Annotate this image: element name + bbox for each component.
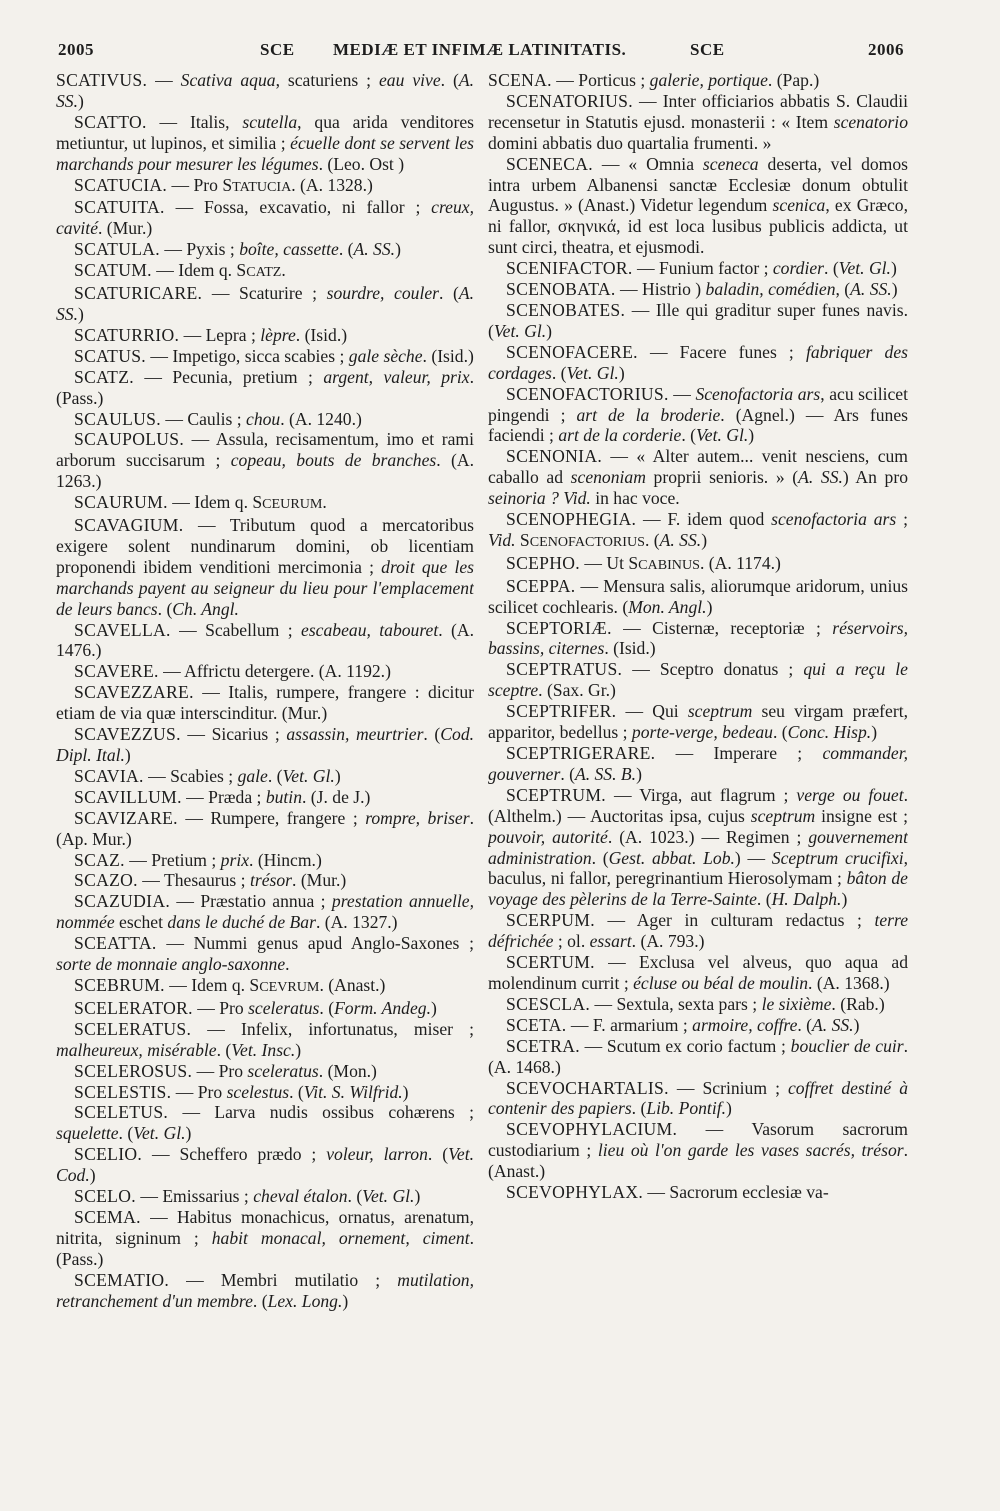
entry-headword: SCATUS. — [74, 345, 147, 366]
entry-definition: — Pro scelestus. (Vit. S. Wilfrid.) — [171, 1081, 409, 1102]
entry-headword: SCAVAGIUM. — [74, 515, 184, 536]
entry-definition: — Scrinium ; coffret destiné à contenir des papiers. (Lib. Pontif.) — [488, 1077, 908, 1119]
entry-definition: — Emissarius ; cheval étalon. (Vet. Gl.) — [135, 1186, 421, 1207]
dictionary-entry — [488, 553, 908, 576]
entry-headword: SCAUPOLUS. — [74, 429, 185, 450]
entry-headword: SCATTO. — [74, 111, 147, 132]
entry-headword: SCAZUDIA. — [74, 891, 171, 912]
entry-definition: — Scabellum ; escabeau, tabouret. (A. 1476.) — [56, 619, 474, 661]
dictionary-entry — [56, 850, 474, 871]
entry-headword: SCAVEZZARE. — [74, 682, 194, 703]
entry-headword: SCAVELLA. — [74, 619, 171, 640]
entry-headword: SCETA. — [506, 1014, 567, 1035]
entry-definition: — Scativa aqua, scaturiens ; eau vive. (A. SS.) — [56, 70, 474, 111]
right-column — [488, 70, 908, 1500]
entry-definition: — Sceptro donatus ; qui a reçu le sceptre. (Sax. Gr.) — [488, 659, 908, 701]
entry-definition: — Cisternæ, receptoriæ ; réservoirs, bassins, citernes. (Isid.) — [488, 617, 908, 659]
dictionary-entry — [56, 787, 474, 808]
entry-definition: — Scheffero prædo ; voleur, larron. (Vet. Cod.) — [56, 1144, 474, 1186]
dictionary-entry — [488, 1015, 908, 1036]
dictionary-entry — [56, 239, 474, 260]
entry-headword: SCELERATOR. — [74, 997, 193, 1018]
dictionary-entry — [56, 492, 474, 515]
dictionary-entry — [488, 1182, 908, 1203]
dictionary-entry — [488, 446, 908, 509]
entry-headword: SCATURRIO. — [74, 324, 180, 345]
dictionary-entry — [488, 994, 908, 1015]
dictionary-entry — [56, 1082, 474, 1103]
dictionary-entry — [56, 1019, 474, 1061]
entry-definition: — Assula, recisamentum, imo et rami arborum succisarum ; copeau, bouts de branches. (A. 1263.) — [56, 429, 474, 492]
left-running-head: SCE — [260, 40, 295, 59]
entry-headword: SCENOFACERE. — [506, 341, 638, 362]
entry-definition: — Pro sceleratus. (Form. Andeg.) — [192, 997, 437, 1018]
dictionary-entry — [488, 952, 908, 994]
entry-definition: — Scaturire ; sourdre, couler. (A. SS.) — [56, 283, 474, 324]
entry-definition: — Thesaurus ; trésor. (Mur.) — [137, 870, 347, 891]
entry-headword: SCATUM. — [74, 260, 152, 281]
entry-headword: SCAVEZZUS. — [74, 724, 181, 745]
entry-definition: — Inter officiarios abbatis S. Claudii recensetur in Statutis ejusd. monasterii : « Item scenatorio domini abbatis duo quartalia frumenti. » — [488, 90, 908, 153]
entry-definition: — Habitus monachicus, ornatus, arenatum, nitrita, signinum ; habit monacal, ornement, ciment. (Pass.) — [56, 1206, 474, 1269]
entry-headword: SCEBRUM. — [74, 974, 165, 995]
dictionary-entry — [56, 112, 474, 175]
dictionary-entry — [488, 785, 908, 910]
entry-headword: SCENOPHEGIA. — [506, 509, 637, 530]
entry-headword: SCAULUS. — [74, 408, 161, 429]
dictionary-entry — [488, 618, 908, 660]
dictionary-entry — [488, 910, 908, 952]
entry-definition: — Qui sceptrum seu virgam præfert, apparitor, bedellus ; porte-verge, bedeau. (Conc. Hisp.) — [488, 701, 908, 743]
entry-headword: SCEPHO. — [506, 552, 580, 573]
dictionary-entry — [488, 300, 908, 342]
entry-definition: — Idem q. SCEURUM. — [167, 492, 327, 513]
entry-headword: SCATUCIA. — [74, 174, 168, 195]
dictionary-entry — [56, 661, 474, 682]
dictionary-entry — [488, 576, 908, 618]
dictionary-entry — [56, 197, 474, 239]
entry-headword: SCENATORIUS. — [506, 90, 633, 111]
page-header — [0, 0, 1000, 70]
entry-headword: SCELO. — [74, 1186, 136, 1207]
entry-headword: SCELERATUS. — [74, 1018, 192, 1039]
dictionary-entry — [56, 429, 474, 492]
entry-definition: — Histrio ) baladin, comédien, (A. SS.) — [615, 279, 898, 300]
entry-headword: SCERPUM. — [506, 910, 595, 931]
left-page-number: 2005 — [58, 40, 94, 59]
entry-definition: — « Alter autem... venit nesciens, cum caballo ad scenoniam proprii senioris. » (A. SS.) An pro seinoria ? Vid. in hac voce. — [488, 446, 908, 509]
entry-definition: — Imperare ; commander, gouverner. (A. SS. B.) — [488, 743, 908, 784]
dictionary-entry — [56, 1102, 474, 1144]
entry-headword: SCESCLA. — [506, 993, 591, 1014]
running-title: MEDIÆ ET INFIMÆ LATINITATIS. — [333, 40, 627, 59]
entry-definition: — Scenofactoria ars, acu scilicet pingendi ; art de la broderie. (Agnel.) — Ars funes faciendi ; art de la corderie. (Vet. Gl.) — [488, 383, 908, 446]
dictionary-entry — [56, 870, 474, 891]
dictionary-entry — [56, 515, 474, 620]
entry-headword: SCELESTIS. — [74, 1081, 172, 1102]
entry-definition: — Larva nudis ossibus cohærens ; squelette. (Vet. Gl.) — [56, 1102, 474, 1144]
entry-definition: — F. idem quod scenofactoria ars ; Vid. SCENOFACTORIUS. (A. SS.) — [488, 509, 908, 550]
entry-headword: SCATZ. — [74, 366, 134, 387]
entry-headword: SCEVOPHYLACIUM. — [506, 1119, 678, 1140]
dictionary-entry — [488, 659, 908, 701]
dictionary-entry — [488, 1036, 908, 1078]
entry-headword: SCENOBATES. — [506, 299, 626, 320]
left-column — [56, 70, 474, 1500]
dictionary-entry — [56, 808, 474, 850]
entry-headword: SCENIFACTOR. — [506, 258, 633, 279]
entry-definition: — Lepra ; lèpre. (Isid.) — [179, 324, 348, 345]
dictionary-entry — [488, 1078, 908, 1120]
entry-definition: — Porticus ; galerie, portique. (Pap.) — [551, 70, 820, 90]
entry-headword: SCAVIZARE. — [74, 807, 178, 828]
entry-definition: — Affrictu detergere. (A. 1192.) — [158, 661, 391, 682]
entry-definition: — Ager in culturam redactus ; terre défrichée ; ol. essart. (A. 793.) — [488, 910, 908, 952]
entry-headword: SCENOBATA. — [506, 279, 616, 300]
entry-headword: SCAZO. — [74, 870, 138, 891]
entry-definition: — Pro sceleratus. (Mon.) — [192, 1060, 377, 1081]
entry-headword: SCEPTRATUS. — [506, 659, 623, 680]
dictionary-entry — [56, 682, 474, 724]
dictionary-entry — [488, 279, 908, 300]
dictionary-entry — [56, 346, 474, 367]
entry-definition: — Italis, rumpere, frangere : dicitur etiam de via quæ interscinditur. (Mur.) — [56, 682, 474, 724]
entry-definition: — Caulis ; chou. (A. 1240.) — [160, 408, 362, 429]
entry-definition: — Italis, scutella, qua arida venditores metiuntur, ut lupinos, et similia ; écuelle dont se servent les marchands pour mesurer les légumes. (Leo. Ost ) — [56, 111, 474, 174]
dictionary-entry — [56, 325, 474, 346]
entry-definition: — Fossa, excavatio, ni fallor ; creux, cavité. (Mur.) — [56, 197, 474, 239]
dictionary-entry — [56, 367, 474, 409]
entry-headword: SCAZ. — [74, 849, 125, 870]
entry-definition: — Facere funes ; fabriquer des cordages. (Vet. Gl.) — [488, 341, 908, 383]
entry-headword: SCEPTRIFER. — [506, 701, 617, 722]
dictionary-entry — [56, 620, 474, 662]
dictionary-entry — [56, 260, 474, 283]
entry-definition: — Scutum ex corio factum ; bouclier de cuir. (A. 1468.) — [488, 1035, 908, 1077]
entry-headword: SCENECA. — [506, 153, 593, 174]
dictionary-entry — [488, 384, 908, 447]
entry-headword: SCEVOPHYLAX. — [506, 1182, 644, 1203]
dictionary-entry — [488, 91, 908, 154]
entry-headword: SCEPTRUM. — [506, 784, 606, 805]
entry-headword: SCEATTA. — [74, 933, 157, 954]
entry-definition: — Sacrorum ecclesiæ va- — [643, 1182, 829, 1203]
entry-headword: SCAURUM. — [74, 492, 168, 513]
dictionary-entry — [56, 1270, 474, 1312]
entry-definition: — Mensura salis, aliorumque aridorum, unius scilicet cochlearis. (Mon. Angl.) — [488, 575, 908, 617]
entry-headword: SCAVILLUM. — [74, 786, 182, 807]
dictionary-entry — [56, 891, 474, 933]
entry-headword: SCATUITA. — [74, 197, 165, 218]
entry-definition: — Vasorum sacrorum custodiarium ; lieu où l'on garde les vases sacrés, trésor. (Anast.) — [488, 1119, 908, 1182]
entry-definition: — Pretium ; prix. (Hincm.) — [124, 849, 322, 870]
dictionary-entry — [56, 1207, 474, 1270]
entry-headword: SCEVOCHARTALIS. — [506, 1077, 669, 1098]
dictionary-entry — [56, 933, 474, 975]
entry-headword: SCATIVUS. — [56, 70, 148, 90]
dictionary-entry — [488, 743, 908, 785]
entry-headword: SCATULA. — [74, 239, 160, 260]
entry-headword: SCATURICARE. — [74, 283, 203, 304]
entry-headword: SCEMATIO. — [74, 1269, 170, 1290]
right-running-head: SCE — [690, 40, 725, 59]
dictionary-entry — [56, 70, 474, 112]
entry-definition: — Scabies ; gale. (Vet. Gl.) — [143, 765, 341, 786]
entry-definition: — F. armarium ; armoire, coffre. (A. SS.) — [566, 1014, 860, 1035]
entry-definition: — Sextula, sexta pars ; le sixième. (Rab.) — [590, 993, 885, 1014]
entry-headword: SCELIO. — [74, 1144, 143, 1165]
entry-definition: — Funium factor ; cordier. (Vet. Gl.) — [632, 258, 897, 279]
entry-headword: SCEMA. — [74, 1206, 141, 1227]
entry-definition: — « Omnia sceneca deserta, vel domos intra urbem Albanensi sanctæ Ecclesiæ donum obtulit Augustus. » (Anast.) Videtur legendum scenica, ex Græco, ni fallor, σκηνικά, id est loca lusibus publicis addicta, ut sunt circi, theatra, et ejusmodi. — [488, 153, 908, 258]
dictionary-entry — [56, 175, 474, 198]
dictionary-entry — [488, 1119, 908, 1182]
entry-headword: SCENOFACTORIUS. — [506, 383, 669, 404]
entry-definition: — Exclusa vel alveus, quo aqua ad molendinum currit ; écluse ou béal de moulin. (A. 1368.) — [488, 952, 908, 993]
entry-definition: — Præda ; butin. (J. de J.) — [181, 786, 371, 807]
dictionary-entry — [56, 1061, 474, 1082]
dictionary-entry — [56, 409, 474, 430]
entry-definition: — Impetigo, sicca scabies ; gale sèche. (Isid.) — [146, 345, 474, 366]
dictionary-entry — [488, 258, 908, 279]
entry-headword: SCEPTRIGERARE. — [506, 743, 656, 763]
entry-definition: — Pecunia, pretium ; argent, valeur, prix. (Pass.) — [56, 366, 474, 408]
entry-headword: SCENA. — [488, 70, 552, 90]
entry-headword: SCELEROSUS. — [74, 1060, 193, 1081]
entry-headword: SCERTUM. — [506, 952, 595, 973]
entry-definition: — Tributum quod a mercatoribus exigere solent nundinarum domini, ob licentiam proponendi ibidem venditioni mercimonia ; droit que les marchands payent au seigneur du lieu pour l'emplacement de leurs bancs. (Ch. Angl. — [56, 515, 474, 619]
entry-definition: — Nummi genus apud Anglo-Saxones ; sorte de monnaie anglo-saxonne. — [56, 933, 474, 975]
entry-definition: — Membri mutilatio ; mutilation, retranchement d'un membre. (Lex. Long.) — [56, 1269, 474, 1311]
dictionary-entry — [56, 975, 474, 998]
dictionary-entry — [488, 509, 908, 553]
dictionary-entry — [56, 766, 474, 787]
entry-definition: — Sicarius ; assassin, meurtrier. (Cod. Dipl. Ital.) — [56, 724, 474, 765]
entry-headword: SCAVERE. — [74, 661, 159, 682]
entry-headword: SCELETUS. — [74, 1102, 169, 1123]
entry-definition: — Idem q. SCATZ. — [151, 260, 286, 281]
right-page-number: 2006 — [868, 40, 904, 59]
dictionary-entry — [488, 154, 908, 259]
dictionary-entry — [56, 998, 474, 1019]
entry-definition: — Pyxis ; boîte, cassette. (A. SS.) — [159, 239, 401, 260]
dictionary-entry — [56, 1186, 474, 1207]
entry-definition: — Ille qui graditur super funes navis. (Vet. Gl.) — [488, 299, 908, 341]
entry-definition: — Idem q. SCEVRUM. (Anast.) — [164, 974, 386, 995]
entry-definition: — Ut SCABINUS. (A. 1174.) — [579, 552, 781, 573]
entry-definition: — Rumpere, frangere ; rompre, briser. (Ap. Mur.) — [56, 807, 474, 849]
entry-headword: SCAVIA. — [74, 765, 144, 786]
entry-definition: — Præstatio annua ; prestation annuelle, nommée eschet dans le duché de Bar. (A. 1327.) — [56, 891, 474, 933]
dictionary-entry — [56, 283, 474, 325]
entry-definition: — Virga, aut flagrum ; verge ou fouet. (Althelm.) — Auctoritas ipsa, cujus sceptrum insigne est ; pouvoir, autorité. (A. 1023.) — Regimen ; gouvernement administration. (Gest. abbat. Lob.) — Sceptrum crucifixi, baculus, ni fallor, peregrinantium Hierosolymam ; bâton de voyage des pèlerins de la Terre-Sainte. (H. Dalph.) — [488, 784, 908, 910]
entry-headword: SCETRA. — [506, 1035, 580, 1056]
entry-headword: SCENONIA. — [506, 446, 603, 467]
dictionary-entry — [488, 70, 908, 91]
dictionary-entry — [56, 1144, 474, 1186]
dictionary-entry — [488, 342, 908, 384]
entry-definition: — Pro STATUCIA. (A. 1328.) — [167, 174, 373, 195]
entry-headword: SCEPTORIÆ. — [506, 617, 612, 638]
entry-definition: — Infelix, infortunatus, miser ; malheureux, misérable. (Vet. Insc.) — [56, 1018, 474, 1060]
entry-headword: SCEPPA. — [506, 575, 576, 596]
dictionary-entry — [56, 724, 474, 766]
dictionary-entry — [488, 701, 908, 743]
